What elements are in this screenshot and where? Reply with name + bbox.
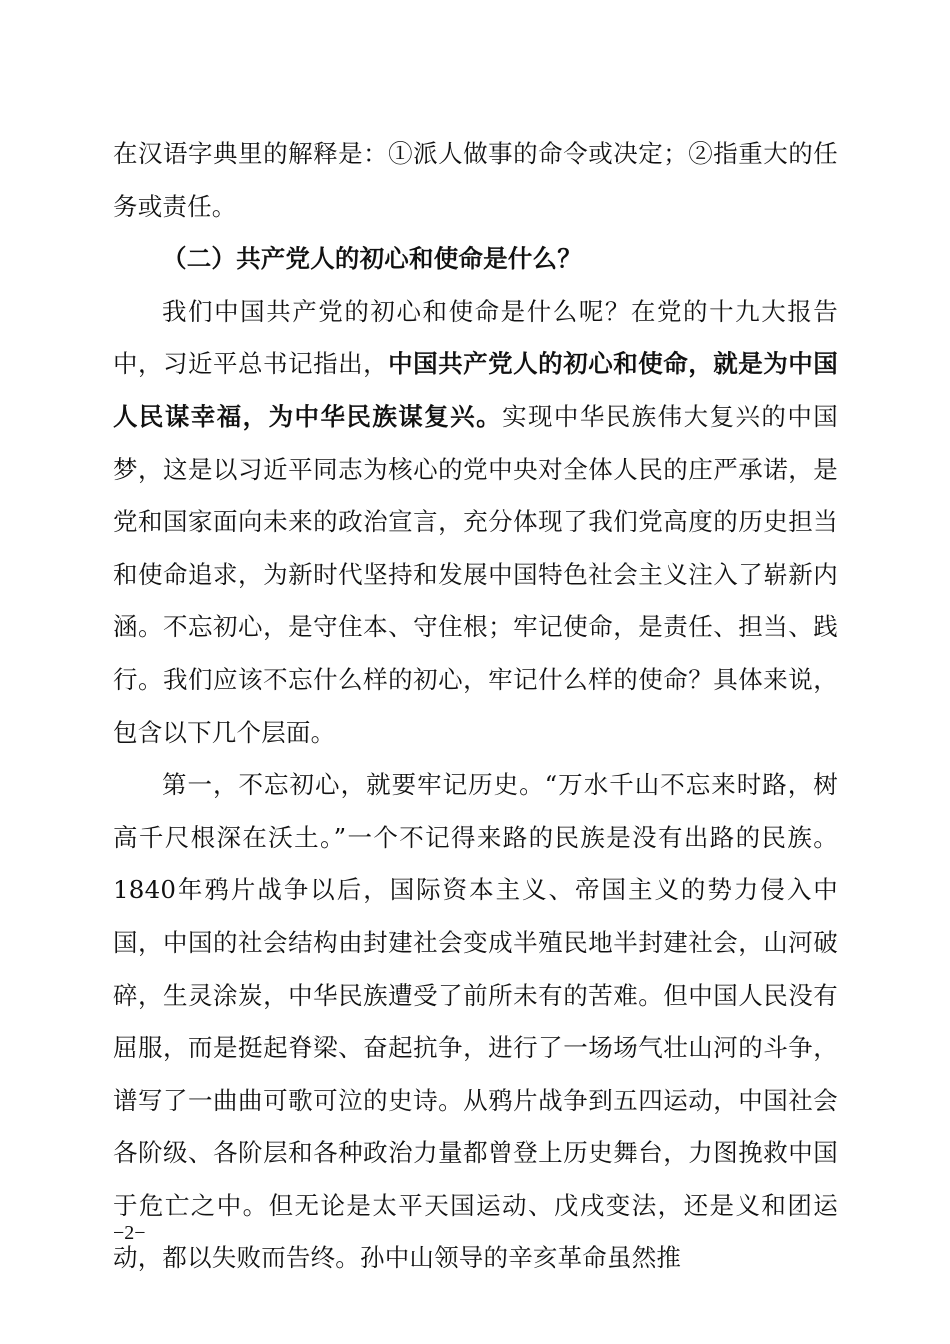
page-number: −2− bbox=[113, 1222, 146, 1244]
section-heading: （二）共产党人的初心和使命是什么？ bbox=[162, 244, 582, 274]
bold-quote: 中国共产党人的初心和使命，就是为中国人民谋幸福，为中华民族谋复兴。 bbox=[113, 349, 838, 431]
paragraph-mission bbox=[113, 286, 838, 759]
paragraph-history: 第一，不忘初心，就要牢记历史。“万水千山不忘来时路，树高千尺根深在沃土。”一个不记得来路的民族是没有出路的民族。1840年鸦片战争以后，国际资本主义、帝国主义的势力侵入中国，中国的社会结构由封建社会变成半殖民地半封建社会，山河破碎，生灵涂炭，中华民族遭受了前所未有的苦难。但中国人民没有屈服，而是挺起脊梁、奋起抗争，进行了一场场气壮山河的斗争，谱写了一曲曲可歌可泣的史诗。从鸦片战争到五四运动，中国社会各阶级、各阶层和各种政治力量都曾登上历史舞台，力图挽救中国于危亡之中。但无论是太平天国运动、戊戌变法，还是义和团运动，都以失败而告终。孙中山领导的辛亥革命虽然推 bbox=[113, 770, 838, 1273]
body-text bbox=[113, 128, 838, 1285]
paragraph-continuation: 在汉语字典里的解释是：①派人做事的命令或决定；②指重大的任务或责任。 bbox=[113, 139, 838, 221]
paragraph-text: 实现中华民族伟大复兴的中国梦，这是以习近平同志为核心的党中央对全体人民的庄严承诺，是党和国家面向未来的政治宣言，充分体现了我们党高度的历史担当和使命追求，为新时代坚持和发展中国特色社会主义注入了崭新内涵。不忘初心，是守住本、守住根；牢记使命，是责任、担当、践行。我们应该不忘什么样的初心，牢记什么样的使命？具体来说，包含以下几个层面。 bbox=[113, 401, 839, 747]
paragraph-text: 我们中国共产党的初心和使命是什么呢？在党的十九大报告中，习近平总书记指出， bbox=[113, 296, 838, 379]
